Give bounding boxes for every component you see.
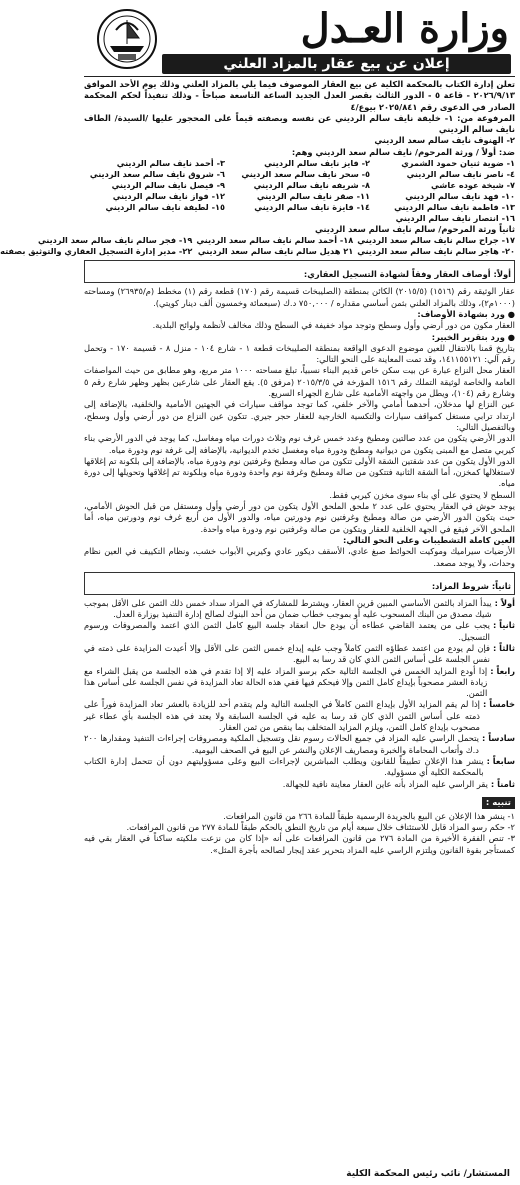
defendants-heading: ضد: أولاً / ورثة المرحوم/ نايف سالم سعد الرديني وهم: [291,146,515,157]
plaintiff-1: المرفوعة من: ١- خليفة نايف سالم الرديني عن نفسه وبصفته قيماً على المحجور عليها /السيدة/ الطاف نايف سالم الرديني [84,112,515,135]
divider [84,76,515,77]
heir-item: ١٨- أحمد سالم نايف سالم سعد الرديني [196,235,354,246]
defendant-item: ١٤- فايزة نايف سالم الرديني [254,202,370,213]
section-2-title: ثانياً: شروط المزاد: [431,580,511,591]
condition-item [84,779,515,790]
defendant-item: ١١- صقر نايف سالم الرديني [256,191,370,202]
condition-label: أولاً : [494,597,515,608]
section-2-heading-box [84,572,515,595]
defendant-item: ١٣- فاطمة نايف سالم الرديني [394,202,515,213]
condition-text: إذا أودع المزايد الخمس في الجلسة التالية حكم برسو المزاد عليه إلا إذا تقدم في هذه الجلسة من يقبل الشراء مع زيادة العشر مصحوباً بإيداع كامل الثمن وإلا فيحكم فيها ففي هذه الحالة تعاد المزايدة في نفس الجلسة على أساس هذا الثمن. [84,665,488,699]
property-paragraph: عين النزاع لها مدخلان، أحدهما أمامي والآخر خلفي، كما توجد مواقف سيارات في الجهتين الأمامية والخلفية، بالإضافة إلى ارتداد ترابي مستغل كمواقف سيارات والتكسية الخارجية للعقار حجر جيري. تتكون عين النزاع من دور أرضي وأول وسطح، وبالتفصيل التالي: [84,399,515,432]
condition-text: ينشر هذا الإعلان تطبيقاً للقانون ويطلب المباشرين لإجراءات البيع وعلى مسؤوليتهم دون أن تتحمل إدارة الكتاب بالمحكمة الكلية أي مسؤولية. [84,755,484,778]
defendant-item: ٧- شيخة عوده عاشي [431,180,515,191]
property-paragraph: ● ورد بتقرير الخبير: [431,331,515,342]
heir-item: ٢٠- هاجر سالم نايف سالم سعد الرديني [357,246,515,257]
plaintiff-2: ٢- الهنوف نايف سالم سعد الرديني [374,135,515,146]
condition-text: يجب على من يعتمد القاضي عطاءه أن يودع حال انعقاد جلسة البيع كامل الثمن الذي اعتمد والمصروفات ورسوم التسجيل. [84,620,490,642]
defendants-list [84,158,515,224]
notice-item: ٣- تنص الفقرة الأخيرة من المادة ٢٧٦ من قانون المرافعات على أنه «إذا كان من نزعت ملكيته ساكناً في العقار بقي فيه كمستأجر بقوة القانون ويلتزم الراسي عليه المزاد بتحرير عقد إيجار لصالحه بأجرة المثل». [84,833,515,855]
condition-item [84,699,515,733]
condition-item [84,643,515,666]
property-paragraph: العقار مكون من دور أرضي وأول وسطح وتوجد مواد خفيفة في السطح وذلك مخالف لأنظمة ولوائح البلدية. [152,320,515,331]
defendant-item: ٢- فايز نايف سالم الرديني [264,158,370,169]
defendant-item: ٦- شروق نايف سالم سعد الرديني [89,169,225,180]
condition-label: ثانياً : [492,620,515,631]
notice-item: ١- ينشر هذا الإعلان عن البيع بالجريدة الرسمية طبقاً للمادة ٢٦٦ من قانون المرافعات. [223,810,515,821]
property-paragraph: يوجد حوش في العقار يحتوي على عدد ٢ ملحق الملحق الأول يتكون من دور أرضي وأول ومستقل من قبل الحوش الأمامي، حيث يتكون الدور الأرضي من صالة ومطبخ وغرفتين نوم ودورتين مياه، والدور الأول من أربع غرف نوم ودورتين مياه، أما الملحق الآخر فيقع في الجهة الخلفية للعقار ويتكون من صالة وغرفتين نوم ودورة مياه واحدة. [84,501,515,534]
condition-label: ثامناً : [490,778,515,789]
property-paragraph: الدور الأول يتكون من عدد شقتين الشقة الأولى تتكون من صالة ومطبخ وغرفتين نوم ودورة مياه، بالإضافة إلى بلكونة تم إغلاقها لاستغلالها كمخزن، أما الشقة الثانية فتتكون من صالة ومطبخ وغرفة نوم واحدة ودورة مياه وبلكونة تم إغلاقها وتحويلها إلى دورة مياه. [84,455,515,489]
second-heirs-list [0,235,515,257]
defendant-item: ٤- ناصر نايف سالم الرديني [406,169,515,180]
notice-title: تنبيه : [482,797,515,809]
defendant-item: ٩- فيصل نايف سالم الرديني [111,180,225,191]
property-paragraph: ● ورد بشهادة الأوصاف: [417,308,515,319]
condition-label: سابعاً : [486,755,515,766]
condition-label: سادساً : [481,733,515,744]
property-paragraph: العين كاملة التشطيبات وعلى النحو التالي: [343,534,515,545]
heir-item: ١٩- فجر سالم نايف سالم سعد الرديني [37,235,193,246]
section-1-heading-box [84,260,515,283]
defendant-item: ١٢- فواز نايف سالم الرديني [112,191,225,202]
defendant-item: ١٥- لطيفة نايف سالم الرديني [105,202,225,213]
property-paragraph: عقار الوثيقة رقم (١٥١٦) (٢٠١٥/٥) الكائن بمنطقة (الصليبخات قسيمة رقم (١٧٠) قطعة رقم (١) مخطط (م/٢٦٩٣٥) ومساحته (١٠٠٠م٢)، وذلك بالمزاد العلني بثمن أساسي مقداره / ٧٥٠,٠٠٠ د.ك (سبعمائة وخمسون ألف دينار كويتي). [84,286,515,308]
property-paragraph: الأرضيات سيراميك وموكيت الحوائط صبغ عادي، الأسقف ديكور عادي وكيربي الأبواب خشب، ونظام التكييف في العين نظام وحدات، ولا يوجد مصعد. [84,546,515,568]
section-1-body [84,286,515,568]
defendant-item: ١- ضوية ثنيان حمود الشمري [401,158,515,169]
condition-item [84,620,515,643]
notice-block [84,790,515,856]
condition-text: إذا لم يقم المزايد الأول بإيداع الثمن كاملاً في الجلسة التالية ولم يتقدم أحد للزيادة بالعشر تعاد المزايدة فوراً على ذمته على أساس الثمن الذي كان قد رسا به عليه في الجلسة السابقة ولا يعتد في هذه الجلسة بأي عطاء غير مصحوب بإيداع كامل الثمن، ويلزم المزايد المتخلف بما ينقص من ثمن العقار. [84,699,480,733]
kuwait-emblem-icon [96,8,158,70]
section-1-title: أولاً: أوصاف العقار وفقاً لشهادة التسجيل العقاري: [303,269,511,280]
condition-item [84,598,515,621]
intro-paragraph: تعلن إدارة الكتاب بالمحكمة الكلية عن بيع العقار الموصوف فيما يلي بالمزاد العلني وذلك يوم الأحد الموافق ٢٠٢٦/٩/١٣ - قاعة ٥ - الدور الثالث بقصر العدل الجديد الساعة التاسعة صباحاً - وذلك تنفيذاً لحكم المحكمة الصادر في الدعوى رقم ٢٠٢٥/٨٤١ بيوع/٤ [84,79,515,112]
condition-text: يقر الراسي عليه المزاد بأنه عاين العقار معاينة نافية للجهالة. [282,778,488,789]
announcement-banner: إعلان عن بيع عقار بالمزاد العلني [162,54,511,74]
condition-item [84,666,515,700]
notice-item: ٢- حكم رسو المزاد قابل للاستئناف خلال سبعة أيام من تاريخ النطق بالحكم طبقاً للمادة ٢٧٧ من قانون المرافعات. [126,822,515,833]
condition-text: يتحمل الراسي عليه المزاد في جميع الحالات رسوم نقل وتسجيل الملكية ومصروفات إجراءات التنفيذ ومقدارها ٢٠٠ د.ك وأتعاب المحاماة والخبرة ومصاريف الإعلان والنشر عن البيع في الصحف اليومية. [84,733,479,755]
ministry-title: وزارة العـدل [300,5,509,52]
condition-label: خامساً : [483,699,515,710]
second-heirs-heading: ثانياً ورثة المرحوم/ سالم نايف سالم سعد الرديني [314,224,515,235]
condition-text: يبدأ المزاد بالثمن الأساسي المبين قرين العقار، ويشترط للمشاركة في المزاد سداد خمس ذلك الثمن على الأقل بموجب شيك مصدق من البنك المسحوب عليه أو بموجب خطاب ضمان من أحد البنوك لصالح إدارة التنفيذ بوزارة العدل. [84,597,492,620]
property-paragraph: الدور الأرضي يتكون من عدد صالتين ومطبخ وعدد خمس غرف نوم وثلاث دورات مياه ومغاسل، كما يوجد في الدور الأرضي بناء كيربي متصل مع المبنى يتكون من ديوانية ومطبخ ودورة مياه ومغسل تخدم الديوانية، بالإضافة إلى غرفة نوم ودورة مياه. [84,433,515,455]
heir-item: ١٧- جراح سالم نايف سالم سعد الرديني [357,235,515,246]
intro-block [84,79,515,158]
condition-label: ثالثاً : [492,642,515,653]
heir-item: ٢٢- مدير إدارة التسجيل العقاري والتوثيق بصفته [0,246,193,257]
defendant-item: ٣- أحمد نايف سالم الرديني [116,158,225,169]
condition-item [84,756,515,779]
condition-item [84,733,515,756]
property-paragraph: بتاريخ قمنا بالانتقال للعين موضوع الدعوى الواقعة بمنطقة الصليبخات قطعة ١ - شارع ١٠٤ - منزل ٨ - قسيمة ١٧٠ - وتحمل رقم آلي: ١٤١١٥٥١٢١، وقد تمت المعاينة على النحو التالي: [84,342,515,365]
masthead [84,4,515,74]
defendant-item: ١٦- انتصار نايف سالم الرديني [395,213,515,224]
signature: المستشار/ نائب رئيس المحكمة الكلية [346,1169,510,1179]
property-paragraph: السطح لا يحتوي على أي بناء سوى مخزن كيربي فقط. [329,489,515,500]
defendant-item: ٨- شريفه نايف سالم الرديني [253,180,370,191]
condition-text: فإن لم يودع من اعتمد عطاؤه الثمن كاملاً وجب عليه إيداع خمس الثمن على الأقل وإلا أعيدت المزايدة على ذمته في نفس الجلسة على أساس الثمن الذي كان قد رسا به البيع. [84,642,490,665]
defendant-item: ١٠- فهد نايف سالم الرديني [405,191,515,202]
defendant-item: ٥- سحر نايف سالم سعد الرديني [241,169,370,180]
conditions-list [84,598,515,790]
property-paragraph: العقار محل النزاع عبارة عن بيت سكن خاص قديم البناء نسبياً، تبلغ مساحته ١٠٠٠ متر مربع، وهو مطابق من حيث المواصفات العامة والخاصة لوثيقة التملك رقم ١٥١٦ المؤرخة في ٢٠١٥/٣/٥ (مرفق ٥). يقع العقار على شارعين بظهر وظهر شارع رقم ٥ وشارع رقم (١٠٤)، ويطل من واجهته الأمامية على شارع الجهراء السريع. [84,365,515,399]
heir-item: ٢١ هديل سالم نايف سالم سعد الرديني [197,246,354,257]
condition-label: رابعاً : [490,665,515,676]
